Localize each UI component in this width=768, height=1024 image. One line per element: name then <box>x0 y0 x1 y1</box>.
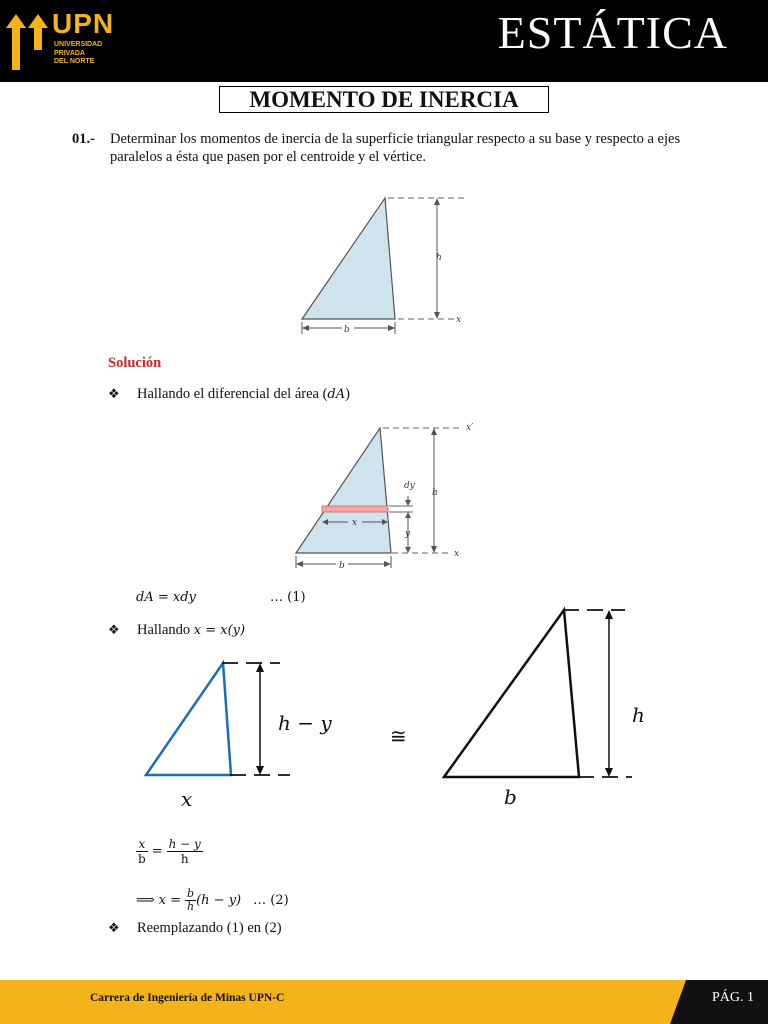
step-3 <box>108 920 282 937</box>
triangle-figure-2 <box>288 418 488 574</box>
eq3-ref: … (2) <box>253 893 289 909</box>
fig2-label-xprime: x′ <box>466 423 474 433</box>
fig3-right-height: h <box>632 703 645 727</box>
page-number: PÁG. 1 <box>712 990 755 1005</box>
equation-1: dA = xdy <box>136 590 196 605</box>
step-2-text: Hallando <box>137 622 194 638</box>
logo-sub-line: UNIVERSIDAD <box>54 41 103 48</box>
equation-1-ref: … (1) <box>270 590 306 605</box>
logo-subtitle <box>54 41 114 67</box>
eq2-num: h − y <box>168 837 201 851</box>
step-2-var: x = x(y) <box>193 623 246 638</box>
step-1-text: Hallando el diferencial del área ( <box>137 386 328 402</box>
fig1-label-h: h <box>436 253 442 263</box>
bullet-diamond-icon: ❖ <box>108 920 120 935</box>
triangle-figure-1 <box>290 188 480 338</box>
fig2-label-dy: dy <box>404 481 415 491</box>
bullet-diamond-icon: ❖ <box>108 386 120 401</box>
problem-text: Determinar los momentos de inercia de la superficie triangular respecto a su base y respecto a ejes paralelos a ésta que pasen por el centroide y el vértice. <box>110 131 681 165</box>
equation-2 <box>136 837 203 866</box>
upn-logo-icon <box>4 10 50 72</box>
similar-triangles-figure <box>130 600 650 815</box>
fig3-left-base: x <box>181 787 193 811</box>
equation-3 <box>136 888 289 913</box>
fig3-congruent-symbol: ≅ <box>390 724 407 748</box>
eq2-b: b <box>138 852 146 866</box>
logo-sub-line: DEL NORTE <box>54 58 95 65</box>
page-title: MOMENTO DE INERCIA <box>219 86 549 113</box>
step-1 <box>108 386 350 403</box>
eq2-equals: = <box>151 844 163 860</box>
fig1-label-b: b <box>344 325 350 335</box>
fig2-label-h: h <box>432 488 438 498</box>
fig2-label-x: x <box>454 549 460 559</box>
solution-heading: Solución <box>108 355 162 371</box>
problem-statement <box>72 130 712 166</box>
eq2-den: h <box>180 852 189 866</box>
eq3-arrow: ⟹ <box>136 893 155 909</box>
eq3-rest: (h − y) <box>196 893 242 909</box>
fig2-label-x-inner: x <box>352 518 358 528</box>
course-title: ESTÁTICA <box>497 7 728 58</box>
fig3-right-base: b <box>504 785 517 809</box>
fig2-label-y: y <box>405 529 411 539</box>
fig2-label-b: b <box>339 561 345 571</box>
page-header <box>0 0 768 82</box>
logo-text: UPN <box>52 8 115 39</box>
eq2-x: x <box>136 837 148 852</box>
eq3-lhs: x = <box>158 893 181 909</box>
bullet-diamond-icon: ❖ <box>108 622 120 637</box>
footer-text: Carrera de Ingeniería de Minas UPN-C <box>90 992 285 1004</box>
eq3-num: b <box>185 888 196 901</box>
step-1-close: ) <box>345 386 350 402</box>
eq3-den: h <box>187 900 195 913</box>
logo-sub-line: PRIVADA <box>54 49 85 57</box>
fig3-left-height: h − y <box>278 711 332 735</box>
problem-number: 01.- <box>72 131 95 147</box>
step-3-text: Reemplazando (1) en (2) <box>137 920 282 936</box>
fig1-label-x: x <box>456 315 462 325</box>
step-1-var: dA <box>327 387 346 402</box>
